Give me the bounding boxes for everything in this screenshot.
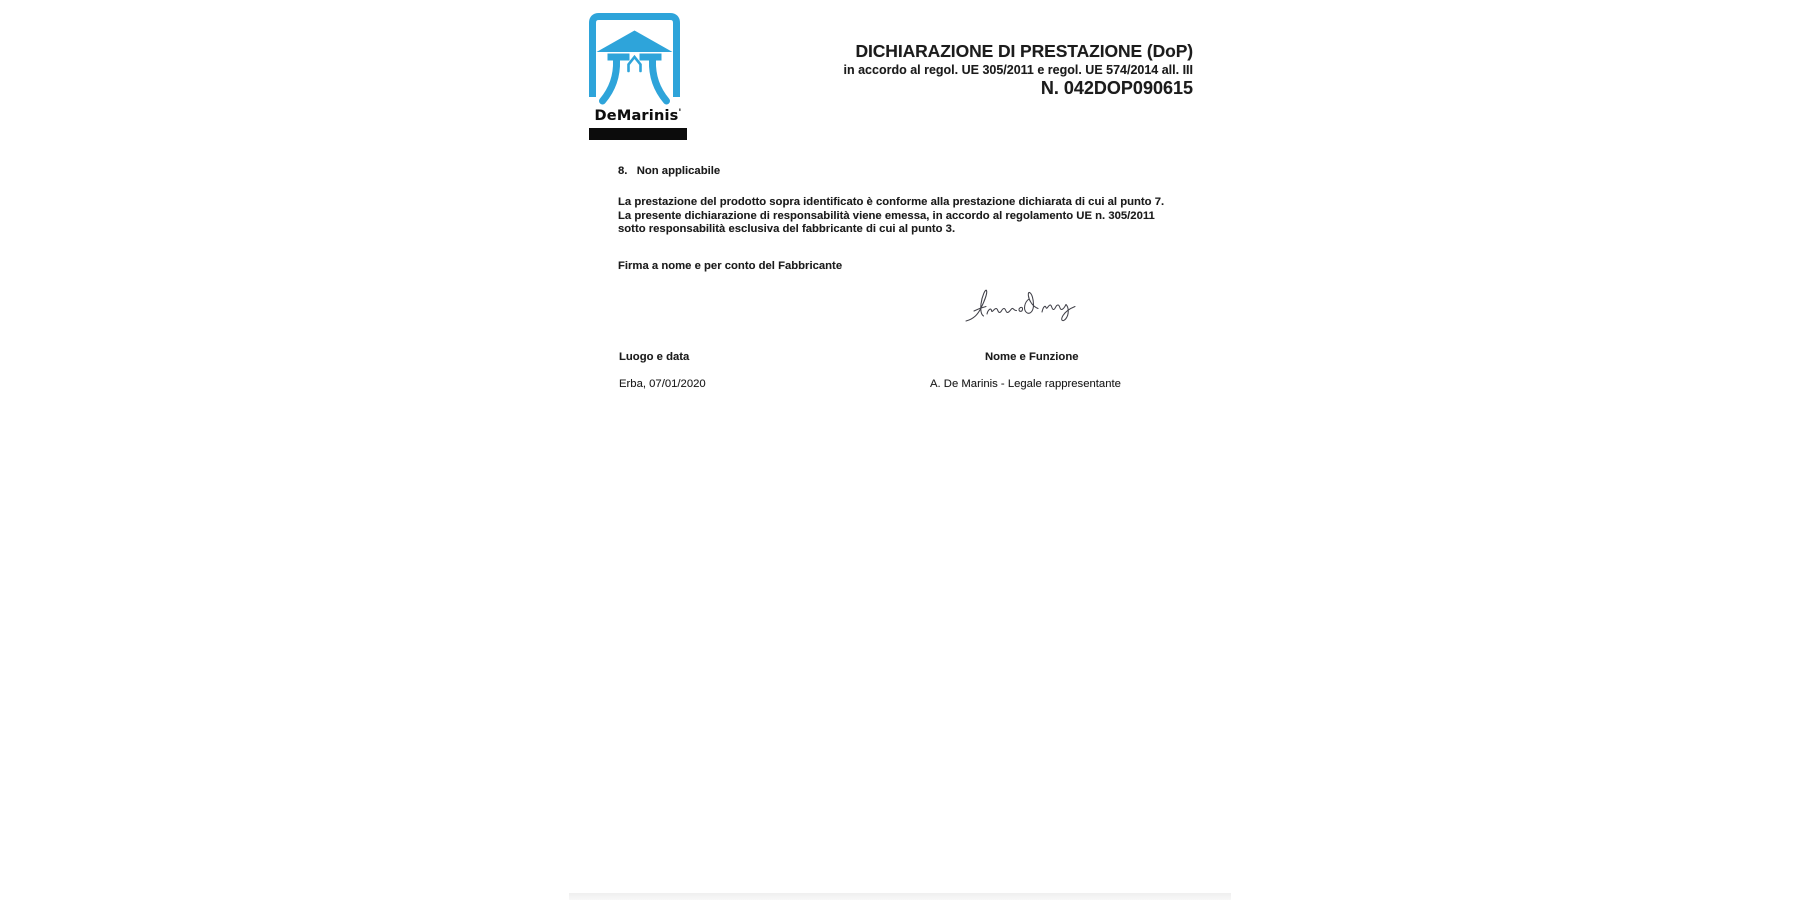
logo-brand-text: DeMarinis: [594, 108, 679, 124]
page-bottom-edge-shadow: [569, 893, 1231, 900]
handwritten-signature-icon: [963, 286, 1078, 326]
doc-subtitle: in accordo al regol. UE 305/2011 e regol. UE 574/2014 all. III: [843, 63, 1193, 77]
place-date-label: Luogo e data: [619, 350, 690, 363]
signature-caption: Firma a nome e per conto del Fabbricante: [618, 259, 843, 272]
declaration-paragraph: [618, 196, 1164, 236]
section-item-number: 8.: [618, 164, 628, 177]
logo-wordmark-tick: ': [678, 108, 682, 118]
demarinis-emblem-icon: [589, 13, 680, 109]
name-function-value: A. De Marinis - Legale rappresentante: [930, 377, 1121, 390]
doc-number: N. 042DOP090615: [1040, 78, 1193, 98]
place-date-value: Erba, 07/01/2020: [619, 377, 706, 390]
section-item-8: [618, 165, 720, 178]
paragraph-line: La presente dichiarazione di responsabilità viene emessa, in accordo al regolamento UE n. 305/2011: [618, 209, 1155, 222]
logo-underline-bar: [589, 128, 687, 140]
paragraph-line: La prestazione del prodotto sopra identificato è conforme alla prestazione dichiarata di cui al punto 7.: [618, 196, 1165, 209]
doc-title: DICHIARAZIONE DI PRESTAZIONE (DoP): [855, 41, 1193, 61]
logo-wordmark: [588, 108, 688, 124]
section-item-label: Non applicabile: [636, 164, 721, 177]
name-function-label: Nome e Funzione: [985, 350, 1079, 363]
paragraph-line: sotto responsabilità esclusiva del fabbricante di cui al punto 3.: [618, 223, 956, 236]
document-header: [844, 41, 1193, 99]
